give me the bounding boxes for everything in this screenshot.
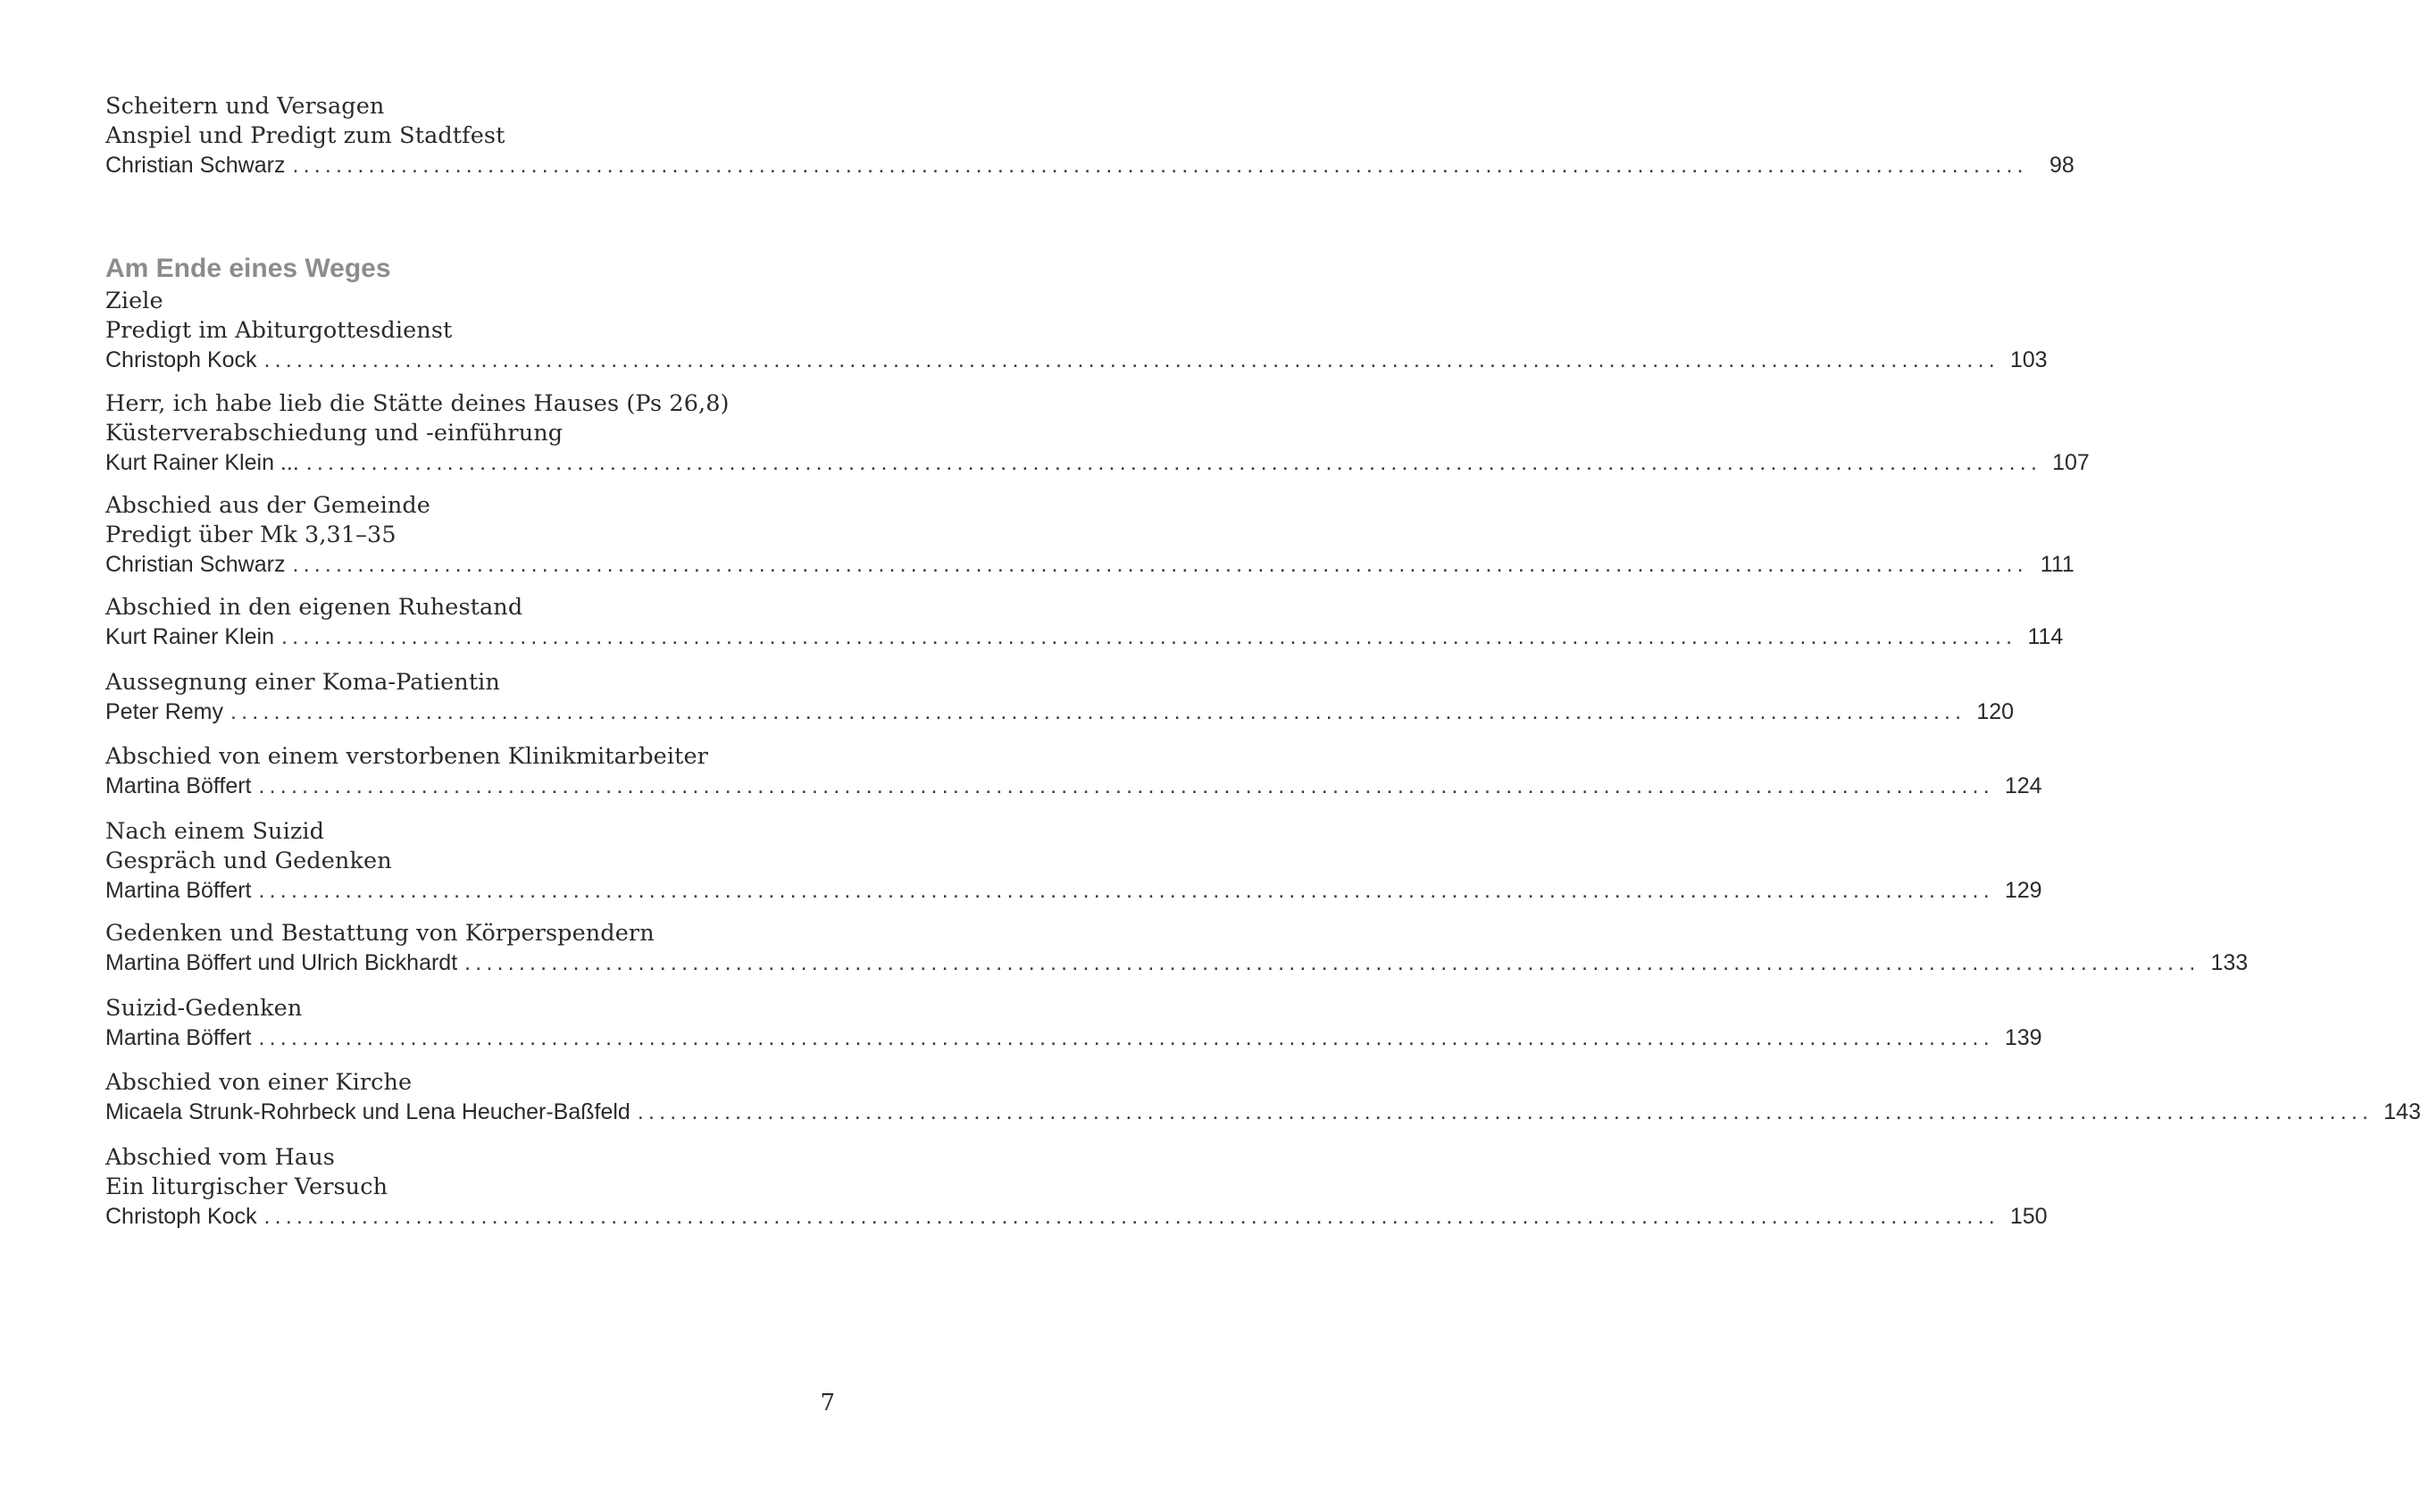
author-row [105,876,2042,906]
entry-author: Martina Böffert [105,1025,252,1050]
dot-leader: ................................................................................................................................................................ [258,1025,1994,1050]
dot-leader: ................................................................................................................................................................ [263,1204,1999,1229]
toc-entry [105,668,2015,727]
entry-subtitle: Predigt über Mk 3,31–35 [105,522,397,548]
entry-page-number: 120 [1976,699,2015,724]
entry-subtitle: Gespräch und Gedenken [105,848,392,874]
entry-subtitle: Küsterverabschiedung und -einführung [105,420,564,447]
toc-entry [105,817,2042,906]
toc-entry [105,287,2048,375]
author-row [105,550,2075,580]
toc-entry [105,1068,2421,1127]
toc-entry [105,389,2090,478]
toc-entry [105,919,2249,978]
entry-title: Herr, ich habe lieb die Stätte deines Hauses (Ps 26,8) [105,390,730,417]
entry-page-number: 111 [2040,552,2075,577]
author-row [105,346,2048,375]
dot-leader: ................................................................................................................................................................ [258,773,1994,798]
toc-entry [105,1143,2048,1232]
entry-author: Kurt Rainer Klein [105,624,274,649]
entry-subtitle: Anspiel und Predigt zum Stadtfest [105,122,505,149]
author-row [105,448,2090,478]
entry-title: Abschied vom Haus [105,1144,335,1171]
dot-leader: ................................................................................................................................................................ [637,1099,2374,1124]
dot-leader: ................................................................................................................................................................ [280,624,2017,649]
dot-leader: ................................................................................................................................................................ [230,699,1966,724]
dot-leader: ................................................................................................................................................................ [292,552,2028,577]
author-row [105,698,2015,727]
entry-author: Christian Schwarz [105,153,286,178]
entry-title: Abschied von einer Kirche [105,1069,413,1096]
entry-author: Micaela Strunk-Rohrbeck und Lena Heucher-Baßfeld [105,1099,630,1124]
entry-page-number: 103 [2009,347,2048,372]
author-row [105,1023,2042,1053]
entry-title: Abschied in den eigenen Ruhestand [105,594,523,621]
entry-title: Suizid-Gedenken [105,995,303,1022]
section-heading: Am Ende eines Weges [105,254,391,283]
entry-author: Martina Böffert [105,773,252,798]
entry-author: Kurt Rainer Klein ... [105,450,299,475]
entry-title: Nach einem Suizid [105,818,325,845]
author-row [105,772,2042,801]
author-row [105,948,2249,978]
dot-leader: ................................................................................................................................................................ [464,950,2200,975]
page-folio: 7 [820,1390,835,1416]
entry-title: Abschied von einem verstorbenen Klinikmitarbeiter [105,743,708,770]
entry-page-number: 124 [2004,773,2042,798]
author-row [105,151,2075,180]
entry-author: Martina Böffert und Ulrich Bickhardt [105,950,458,975]
author-row [105,622,2064,652]
entry-page-number: 133 [2210,950,2249,975]
entry-author: Martina Böffert [105,878,252,903]
toc-entry [105,742,2042,801]
entry-title: Scheitern und Versagen [105,93,385,120]
entry-page-number: 150 [2009,1204,2048,1229]
entry-page-number: 98 [2049,153,2075,178]
toc-entry [105,92,2075,180]
dot-leader: ................................................................................................................................................................ [305,450,2042,475]
entry-author: Christoph Kock [105,1204,257,1229]
entry-page-number: 143 [2383,1099,2421,1124]
entry-page-number: 129 [2004,878,2042,903]
dot-leader: ................................................................................................................................................................ [292,153,2028,178]
entry-subtitle: Ein liturgischer Versuch [105,1174,388,1200]
entry-title: Ziele [105,288,163,314]
entry-page-number: 139 [2004,1025,2042,1050]
entry-author: Christian Schwarz [105,552,286,577]
entry-title: Gedenken und Bestattung von Körperspendern [105,920,655,947]
dot-leader: ................................................................................................................................................................ [258,878,1994,903]
dot-leader: ................................................................................................................................................................ [263,347,1999,372]
entry-page-number: 114 [2027,624,2064,649]
entry-title: Aussegnung einer Koma-Patientin [105,669,500,696]
entry-page-number: 107 [2052,450,2090,475]
entry-title: Abschied aus der Gemeinde [105,492,430,519]
toc-entry [105,994,2042,1053]
toc-entry [105,491,2075,580]
author-row [105,1202,2048,1232]
author-row [105,1098,2421,1127]
entry-author: Christoph Kock [105,347,257,372]
entry-subtitle: Predigt im Abiturgottesdienst [105,317,453,344]
toc-entry [105,593,2064,652]
entry-author: Peter Remy [105,699,223,724]
